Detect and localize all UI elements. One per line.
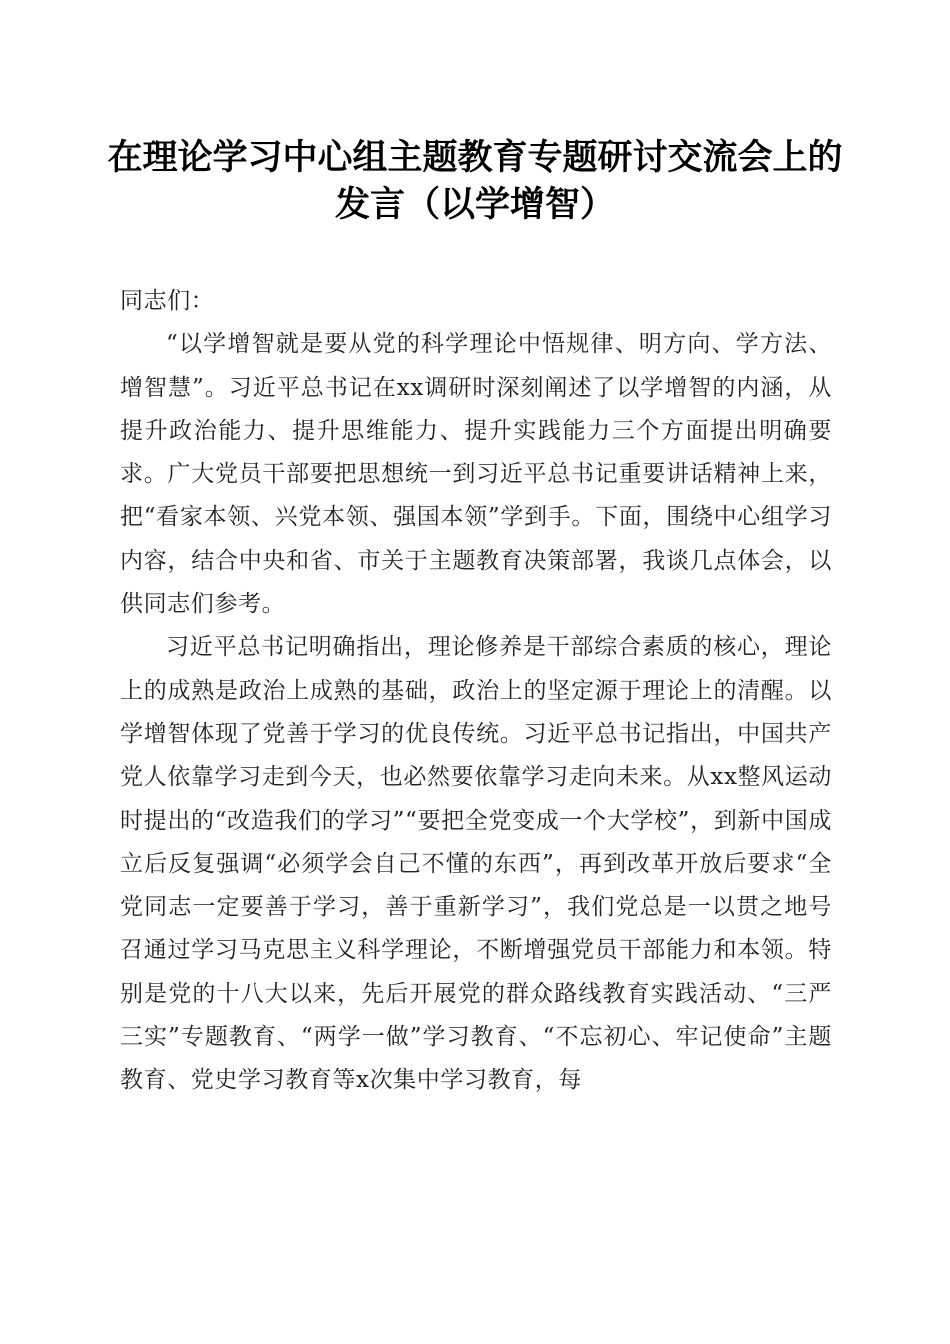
- paragraph-1: “以学增智就是要从党的科学理论中悟规律、明方向、学方法、增智慧”。习近平总书记在xx调研时深刻阐述了以学增智的内涵，从提升政治能力、提升思维能力、提升实践能力三个方面提出明确要求。广大党员干部要把思想统一到习近平总书记重要讲话精神上来，把“看家本领、兴党本领、强国本领”学到手。下面，围绕中心组学习内容，结合中央和省、市关于主题教育决策部署，我谈几点体会，以供同志们参考。: [120, 331, 832, 618]
- document-title: 在理论学习中心组主题教育专题研讨交流会上的发言（以学增智）: [107, 137, 843, 225]
- salutation: 同志们：: [120, 288, 215, 314]
- document-body: [120, 280, 832, 1103]
- paragraph-2: 习近平总书记明确指出，理论修养是干部综合素质的核心，理论上的成熟是政治上成熟的基础，政治上的坚定源于理论上的清醒。以学增智体现了党善于学习的优良传统。习近平总书记指出，中国共产党人依靠学习走到今天，也必然要依靠学习走向未来。从xx整风运动时提出的“改造我们的学习”“要把全党变成一个大学校”，到新中国成立后反复强调“必须学会自己不懂的东西”，再到改革开放后要求“全党同志一定要善于学习，善于重新学习”，我们党总是一以贯之地号召通过学习马克思主义科学理论，不断增强党员干部能力和本领。特别是党的十八大以来，先后开展党的群众路线教育实践活动、“三严三实”专题教育、“两学一做”学习教育、“不忘初心、牢记使命”主题教育、党史学习教育等x次集中学习教育，每: [120, 634, 832, 1094]
